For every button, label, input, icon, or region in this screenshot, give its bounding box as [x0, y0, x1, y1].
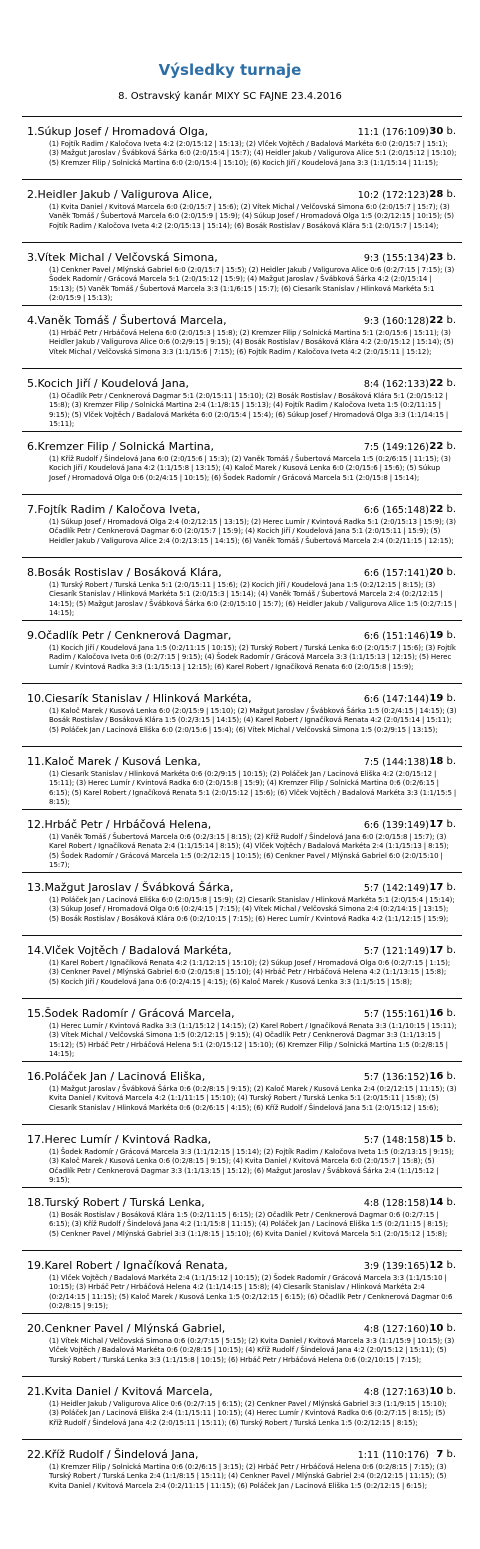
team-name: Očadlík Petr / Cenknerová Dagmar,	[37, 629, 232, 642]
points-value: 19	[429, 693, 444, 704]
team-line	[27, 439, 214, 454]
score-summary: 6:6 (139:149)	[363, 820, 429, 831]
team-line	[27, 1006, 235, 1021]
score-summary: 5:7 (155:161)	[363, 1009, 429, 1020]
points-total	[429, 314, 456, 328]
points-total	[429, 818, 456, 832]
points-total	[429, 944, 456, 958]
team-line	[27, 943, 232, 958]
rank: 12.	[27, 818, 45, 831]
result-entry	[22, 1124, 462, 1187]
points-unit: b.	[446, 1386, 456, 1397]
result-entry	[22, 1313, 462, 1376]
result-entry-header	[22, 187, 462, 203]
points-value: 22	[429, 441, 444, 452]
score-summary: 11:1 (176:109)	[357, 127, 429, 138]
tournament-subtitle: 8. Ostravský kanár MIXY SC FAJNE 23.4.2016	[118, 91, 342, 102]
points-unit: b.	[446, 630, 456, 641]
team-line	[27, 124, 208, 139]
rank: 10.	[27, 692, 45, 705]
match-details: (1) Kvita Daniel / Kvitová Marcela 6:0 (2:0/15:7 | 15:6); (2) Vítek Michal / Velčovská Simona 6:0 (2:0/15:7 | 15:7); (3) Vaněk Tomáš / Šubertová Marcela 6:0 (2:0/15:9 | 15:9); (4) Súkup Josef / Hromadová Olga 1:5 (0:2/12:15 | 10:15); (5) Fojtík Radim / Kaločova Iveta 4:2 (2:0/15:13 | 15:14); (6) Bosák Rostislav / Bosáková Klára 5:1 (2:0/15:7 | 15:14);	[49, 203, 454, 230]
points-unit: b.	[446, 567, 456, 578]
rank: 16.	[27, 1070, 45, 1083]
points-value: 14	[429, 1197, 444, 1208]
match-details: (1) Kaloč Marek / Kusová Lenka 6:0 (2:0/15:9 | 15:10); (2) Mažgut Jaroslav / Švábková Šárka 1:5 (0:2/4:15 | 14:15); (3) Bosák Rostislav / Bosáková Klára 1:5 (0:2/3:15 | 14:15); (4) Karel Robert / Ignačíková Renata 4:2 (2:0/15:14 | 15:11); (5) Poláček Jan / Lacinová Eliška 6:0 (2:0/15:6 | 15:4); (6) Vítek Michal / Velčovská Simona 1:5 (0:2/9:15 | 13:15);	[49, 707, 457, 734]
score-summary: 6:6 (151:146)	[363, 631, 429, 642]
points-unit: b.	[446, 315, 456, 326]
score-summary: 4:8 (128:158)	[363, 1198, 429, 1209]
team-name: Kaloč Marek / Kusová Lenka,	[44, 755, 201, 768]
team-name: Kocich Jiří / Koudelová Jana,	[37, 377, 189, 390]
team-name: Vítek Michal / Velčovská Simona,	[37, 251, 218, 264]
result-entry-header	[22, 439, 462, 455]
result-entry-header	[22, 880, 462, 896]
points-unit: b.	[446, 1134, 456, 1145]
points-unit: b.	[446, 126, 456, 137]
points-value: 10	[429, 1323, 444, 1334]
points-unit: b.	[446, 1071, 456, 1082]
team-line	[27, 313, 227, 328]
result-entry-header	[22, 1132, 462, 1148]
points-unit: b.	[446, 441, 456, 452]
team-line	[27, 1069, 205, 1084]
team-name: Hrbáč Petr / Hrbáčová Helena,	[44, 818, 212, 831]
points-total	[429, 188, 456, 202]
points-value: 22	[429, 504, 444, 515]
team-line	[27, 754, 201, 769]
points-unit: b.	[446, 1197, 456, 1208]
team-name: Vlček Vojtěch / Badalová Markéta,	[44, 944, 232, 957]
result-entry	[22, 1250, 462, 1313]
result-entry	[22, 557, 462, 620]
points-unit: b.	[446, 693, 456, 704]
result-entry	[22, 368, 462, 431]
result-entry-header	[22, 1006, 462, 1022]
rank: 1.	[27, 125, 38, 138]
team-line	[27, 1447, 199, 1462]
points-value: 28	[429, 189, 444, 200]
points-total	[429, 1070, 456, 1084]
result-entry-header	[22, 1069, 462, 1085]
result-entry-header	[22, 565, 462, 581]
result-entry	[22, 998, 462, 1061]
match-details: (1) Poláček Jan / Lacinová Eliška 6:0 (2:0/15:8 | 15:9); (2) Ciesarík Stanislav / Hlinková Markéta 5:1 (2:0/15:4 | 15:14); (3) Súkup Josef / Hromadová Olga 0:6 (0:2/4:15 | 7:15); (4) Vítek Michal / Velčovská Simona 2:4 (0:2/14:15 | 13:15); (5) Bosák Rostislav / Bosáková Klára 0:6 (0:2/10:15 | 7:15); (6) Herec Lumír / Kvintová Radka 4:2 (1:1/12:15 | 15:9);	[49, 896, 455, 923]
result-entry-header	[22, 502, 462, 518]
result-entry	[22, 620, 462, 683]
points-total	[429, 503, 456, 517]
team-line	[27, 880, 233, 895]
match-details: (1) Turský Robert / Turská Lenka 5:1 (2:0/15:11 | 15:6); (2) Kocich Jiří / Koudelová Jana 1:5 (0:2/12:15 | 8:15); (3) Ciesarík Stanislav / Hlinková Markéta 5:1 (2:0/15:3 | 15:14); (4) Vaněk Tomáš / Šubertová Marcela 2:4 (0:2/12:15 | 14:15); (5) Mažgut Jaroslav / Švábková Šárka 6:0 (2:0/15:10 | 15:7); (6) Heidler Jakub / Valigurova Alice 1:5 (0:2/7:15 | 14:15);	[49, 581, 457, 618]
rank: 17.	[27, 1133, 45, 1146]
match-details: (1) Bosák Rostislav / Bosáková Klára 1:5 (0:2/11:15 | 6:15); (2) Očadlík Petr / Cenknerová Dagmar 0:6 (0:2/7:15 | 6:15); (3) Kříž Rudolf / Šindelová Jana 4:2 (1:1/15:8 | 11:15); (4) Poláček Jan / Lacinová Eliška 1:5 (0:2/11:15 | 8:15); (5) Cenkner Pavel / Mlýnská Gabriel 3:3 (1:1/8:15 | 15:10); (6) Kvita Daniel / Kvitová Marcela 5:1 (2:0/15:12 | 15:8);	[49, 1211, 449, 1238]
result-entry	[22, 494, 462, 557]
points-total	[429, 1133, 456, 1147]
team-line	[27, 565, 222, 580]
team-name: Kvita Daniel / Kvitová Marcela,	[44, 1385, 213, 1398]
points-value: 17	[429, 945, 444, 956]
points-total	[429, 692, 456, 706]
team-name: Ciesarík Stanislav / Hlinková Markéta,	[44, 692, 252, 705]
points-value: 17	[429, 882, 444, 893]
result-entry-header	[22, 628, 462, 644]
result-entry	[22, 872, 462, 935]
team-name: Bosák Rostislav / Bosáková Klára,	[37, 566, 222, 579]
score-summary: 3:9 (139:165)	[363, 1261, 429, 1272]
rank: 14.	[27, 944, 45, 957]
result-entry-header	[22, 313, 462, 329]
points-unit: b.	[446, 252, 456, 263]
team-name: Kříž Rudolf / Šindelová Jana,	[44, 1448, 199, 1461]
page-title: Výsledky turnaje	[158, 61, 302, 79]
match-details: (1) Kocich Jiří / Koudelová Jana 1:5 (0:2/11:15 | 10:15); (2) Turský Robert / Turská Lenka 6:0 (2:0/15:7 | 15:6); (3) Fojtík Radim / Kaločova Iveta 0:6 (0:2/7:15 | 9:15); (4) Šodek Radomír / Grácová Marcela 3:3 (1:1/15:13 | 12:15); (5) Herec Lumír / Kvintová Radka 3:3 (1:1/15:13 | 12:15); (6) Karel Robert / Ignačíková Renata 6:0 (2:0/15:8 | 15:9);	[49, 644, 456, 671]
points-unit: b.	[446, 756, 456, 767]
points-value: 22	[429, 378, 444, 389]
match-details: (1) Fojtík Radim / Kaločova Iveta 4:2 (2:0/15:12 | 15:13); (2) Vlček Vojtěch / Badalová Markéta 6:0 (2:0/15:7 | 15:1); (3) Mažgut Jaroslav / Švábková Šárka 6:0 (2:0/15:4 | 15:7); (4) Heidler Jakub / Valigurova Alice 5:1 (2:0/15:12 | 15:10); (5) Kremzer Filip / Solnická Martina 6:0 (2:0/15:4 | 15:10); (6) Kocich Jiří / Koudelová Jana 3:3 (1:1/15:14 | 11:15);	[49, 140, 457, 167]
results-list	[22, 116, 462, 1502]
result-entry	[22, 179, 462, 242]
result-entry-header	[22, 1321, 462, 1337]
match-details: (1) Vlček Vojtěch / Badalová Markéta 2:4 (1:1/15:12 | 10:15); (2) Šodek Radomír / Grácová Marcela 3:3 (1:1/15:10 | 10:15); (3) Hrbáč Petr / Hrbáčová Helena 4:2 (1:1/14:15 | 15:8); (4) Ciesarík Stanislav / Hlinková Markéta 2:4 (0:2/14:15 | 11:15); (5) Kaloč Marek / Kusová Lenka 1:5 (0:2/12:15 | 6:15); (6) Očadlík Petr / Cenknerová Dagmar 0:6 (0:2/8:15 | 9:15);	[49, 1274, 453, 1311]
team-line	[27, 691, 252, 706]
rank: 18.	[27, 1196, 45, 1209]
points-value: 30	[429, 126, 444, 137]
rank: 9.	[27, 629, 38, 642]
rank: 20.	[27, 1322, 45, 1335]
result-entry	[22, 746, 462, 809]
points-value: 18	[429, 756, 444, 767]
team-name: Súkup Josef / Hromadová Olga,	[37, 125, 209, 138]
team-line	[27, 376, 189, 391]
team-line	[27, 187, 212, 202]
points-total	[429, 755, 456, 769]
match-details: (1) Vítek Michal / Velčovská Simona 0:6 (0:2/7:15 | 5:15); (2) Kvita Daniel / Kvitová Marcela 3:3 (1:1/15:9 | 10:15); (3) Vlček Vojtěch / Badalová Markéta 0:6 (0:2/8:15 | 10:15); (4) Kříž Rudolf / Šindelová Jana 4:2 (2:0/15:12 | 15:11); (5) Turský Robert / Turská Lenka 3:3 (1:1/15:8 | 10:15); (6) Hrbáč Petr / Hrbáčová Helena 0:6 (0:2/10:15 | 7:15);	[49, 1337, 455, 1364]
match-details: (1) Očadlík Petr / Cenknerová Dagmar 5:1 (2:0/15:11 | 15:10); (2) Bosák Rostislav / Bosáková Klára 5:1 (2:0/15:12 | 15:8); (3) Kremzer Filip / Solnická Martina 2:4 (1:1/8:15 | 15:13); (4) Fojtík Radim / Kaločova Iveta 1:5 (0:2/11:15 | 9:15); (5) Vlček Vojtěch / Badalová Markéta 6:0 (2:0/15:4 | 15:4); (6) Súkup Josef / Hromadová Olga 3:3 (1:1/14:15 | 15:11);	[49, 392, 449, 429]
rank: 19.	[27, 1259, 45, 1272]
points-total	[429, 1259, 456, 1273]
result-entry-header	[22, 124, 462, 140]
rank: 6.	[27, 440, 38, 453]
score-summary: 4:8 (127:163)	[363, 1387, 429, 1398]
result-entry-header	[22, 1447, 462, 1463]
rank: 2.	[27, 188, 38, 201]
team-name: Fojtík Radim / Kaločova Iveta,	[37, 503, 201, 516]
points-total	[429, 566, 456, 580]
score-summary: 7:5 (144:138)	[363, 757, 429, 768]
rank: 22.	[27, 1448, 45, 1461]
score-summary: 6:6 (165:148)	[363, 505, 429, 516]
points-unit: b.	[446, 819, 456, 830]
points-unit: b.	[446, 1260, 456, 1271]
team-name: Karel Robert / Ignačíková Renata,	[44, 1259, 228, 1272]
rank: 5.	[27, 377, 38, 390]
team-name: Poláček Jan / Lacinová Eliška,	[44, 1070, 206, 1083]
result-entry	[22, 1187, 462, 1250]
result-entry-header	[22, 1258, 462, 1274]
points-total	[429, 1385, 456, 1399]
result-entry	[22, 809, 462, 872]
rank: 11.	[27, 755, 45, 768]
result-entry	[22, 1376, 462, 1439]
points-total	[429, 1322, 456, 1336]
team-name: Šodek Radomír / Grácová Marcela,	[44, 1007, 235, 1020]
match-details: (1) Vaněk Tomáš / Šubertová Marcela 0:6 (0:2/3:15 | 8:15); (2) Kříž Rudolf / Šindelová Jana 6:0 (2:0/15:8 | 15:7); (3) Karel Robert / Ignačíková Renata 2:4 (1:1/15:14 | 8:15); (4) Vlček Vojtěch / Badalová Markéta 2:4 (1:1/15:13 | 8:15); (5) Šodek Radomír / Grácová Marcela 1:5 (0:2/12:15 | 10:15); (6) Cenkner Pavel / Mlýnská Gabriel 6:0 (2:0/15:10 | 15:7);	[49, 833, 449, 870]
points-unit: b.	[446, 189, 456, 200]
team-name: Turský Robert / Turská Lenka,	[44, 1196, 205, 1209]
match-details: (1) Cenkner Pavel / Mlýnská Gabriel 6:0 (2:0/15:7 | 15:5); (2) Heidler Jakub / Valigurova Alice 0:6 (0:2/7:15 | 7:15); (3) Šodek Radomír / Grácová Marcela 5:1 (2:0/15:12 | 15:9); (4) Mažgut Jaroslav / Švábková Šárka 4:2 (2:0/15:14 | 15:13); (5) Vaněk Tomáš / Šubertová Marcela 3:3 (1:1/6:15 | 15:7); (6) Ciesarík Stanislav / Hlinková Markéta 5:1 (2:0/15:9 | 15:13);	[49, 266, 455, 303]
result-entry	[22, 1061, 462, 1124]
rank: 8.	[27, 566, 38, 579]
points-value: 12	[429, 1260, 444, 1271]
points-unit: b.	[446, 882, 456, 893]
match-details: (1) Súkup Josef / Hromadová Olga 2:4 (0:2/12:15 | 13:15); (2) Herec Lumír / Kvintová Radka 5:1 (2:0/15:13 | 15:9); (3) Očadlík Petr / Cenknerová Dagmar 6:0 (2:0/15:7 | 15:9); (4) Kocich Jiří / Koudelová Jana 5:1 (2:0/15:11 | 15:9); (5) Heidler Jakub / Valigurova Alice 2:4 (0:2/13:15 | 14:15); (6) Vaněk Tomáš / Šubertová Marcela 2:4 (0:2/11:15 | 12:15);	[49, 518, 456, 545]
team-line	[27, 1195, 205, 1210]
points-total	[429, 251, 456, 265]
team-line	[27, 628, 231, 643]
score-summary: 6:6 (157:141)	[363, 568, 429, 579]
result-entry	[22, 935, 462, 998]
team-line	[27, 1132, 211, 1147]
result-entry-header	[22, 817, 462, 833]
score-summary: 6:6 (147:144)	[363, 694, 429, 705]
score-summary: 5:7 (121:149)	[363, 946, 429, 957]
match-details: (1) Kremzer Filip / Solnická Martina 0:6 (0:2/6:15 | 3:15); (2) Hrbáč Petr / Hrbáčová Helena 0:6 (0:2/8:15 | 7:15); (3) Turský Robert / Turská Lenka 2:4 (1:1/8:15 | 15:11); (4) Cenkner Pavel / Mlýnská Gabriel 2:4 (0:2/12:15 | 11:15); (5) Kvita Daniel / Kvitová Marcela 2:4 (0:2/11:15 | 11:15); (6) Poláček Jan / Lacinová Eliška 1:5 (0:2/12:15 | 6:15);	[49, 1463, 447, 1490]
team-name: Heidler Jakub / Valigurova Alice,	[37, 188, 213, 201]
score-summary: 4:8 (127:160)	[363, 1324, 429, 1335]
match-details: (1) Hrbáč Petr / Hrbáčová Helena 6:0 (2:0/15:3 | 15:8); (2) Kremzer Filip / Solnická Martina 5:1 (2:0/15:6 | 15:11); (3) Heidler Jakub / Valigurova Alice 0:6 (0:2/9:15 | 9:15); (4) Bosák Rostislav / Bosáková Klára 4:2 (2:0/15:12 | 15:14); (5) Vítek Michal / Velčovská Simona 3:3 (1:1/15:6 | 7:15); (6) Fojtík Radim / Kaločova Iveta 4:2 (2:0/15:11 | 15:12);	[49, 329, 454, 356]
points-total	[429, 881, 456, 895]
team-line	[27, 1384, 213, 1399]
score-summary: 5:7 (142:149)	[363, 883, 429, 894]
points-value: 15	[429, 1134, 444, 1145]
points-value: 23	[429, 252, 444, 263]
result-entry-header	[22, 376, 462, 392]
rank: 7.	[27, 503, 38, 516]
match-details: (1) Kříž Rudolf / Šindelová Jana 6:0 (2:0/15:6 | 15:3); (2) Vaněk Tomáš / Šubertová Marcela 1:5 (0:2/6:15 | 11:15); (3) Kocich Jiří / Koudelová Jana 4:2 (1:1/15:8 | 13:15); (4) Kaloč Marek / Kusová Lenka 6:0 (2:0/15:6 | 15:6); (5) Súkup Josef / Hromadová Olga 0:6 (0:2/4:15 | 10:15); (6) Šodek Radomír / Grácová Marcela 5:1 (2:0/15:8 | 15:14);	[49, 455, 451, 482]
team-line	[27, 250, 218, 265]
points-total	[429, 629, 456, 643]
score-summary: 5:7 (148:158)	[363, 1135, 429, 1146]
points-unit: b.	[446, 378, 456, 389]
points-total	[429, 440, 456, 454]
result-entry-header	[22, 754, 462, 770]
points-total	[429, 1196, 456, 1210]
points-value: 19	[429, 630, 444, 641]
match-details: (1) Karel Robert / Ignačíková Renata 4:2 (1:1/12:15 | 15:10); (2) Súkup Josef / Hromadová Olga 0:6 (0:2/7:15 | 1:15); (3) Cenkner Pavel / Mlýnská Gabriel 6:0 (2:0/15:8 | 15:10); (4) Hrbáč Petr / Hrbáčová Helena 4:2 (1:1/13:15 | 15:8); (5) Kocich Jiří / Koudelová Jana 0:6 (0:2/4:15 | 4:15); (6) Kaloč Marek / Kusová Lenka 3:3 (1:1/5:15 | 15:8);	[49, 959, 451, 986]
result-entry	[22, 431, 462, 494]
points-value: 10	[429, 1386, 444, 1397]
points-value: 16	[429, 1071, 444, 1082]
rank: 13.	[27, 881, 45, 894]
result-entry-header	[22, 1195, 462, 1211]
match-details: (1) Heidler Jakub / Valigurova Alice 0:6 (0:2/7:15 | 6:15); (2) Cenkner Pavel / Mlýnská Gabriel 3:3 (1:1/9:15 | 15:10); (3) Poláček Jan / Lacinová Eliška 2:4 (1:1/15:11 | 10:15); (4) Herec Lumír / Kvintová Radka 0:6 (0:2/7:15 | 8:15); (5) Kříž Rudolf / Šindelová Jana 4:2 (2:0/15:11 | 15:11); (6) Turský Robert / Turská Lenka 1:5 (0:2/12:15 | 8:15);	[49, 1400, 447, 1427]
result-entry	[22, 305, 462, 368]
result-entry-header	[22, 250, 462, 266]
team-line	[27, 1321, 225, 1336]
points-value: 16	[429, 1008, 444, 1019]
points-total	[429, 1007, 456, 1021]
score-summary: 7:5 (149:126)	[363, 442, 429, 453]
points-total	[429, 377, 456, 391]
points-unit: b.	[446, 1323, 456, 1334]
match-details: (1) Herec Lumír / Kvintová Radka 3:3 (1:1/15:12 | 14:15); (2) Karel Robert / Ignačíková Renata 3:3 (1:1/10:15 | 15:11); (3) Vítek Michal / Velčovská Simona 1:5 (0:2/12:15 | 9:15); (4) Očadlík Petr / Cenknerová Dagmar 3:3 (1:1/13:15 | 15:12); (5) Hrbáč Petr / Hrbáčová Helena 5:1 (2:0/15:12 | 15:10); (6) Kremzer Filip / Solnická Martina 1:5 (0:2/8:15 | 14:15);	[49, 1022, 457, 1059]
team-line	[27, 1258, 228, 1273]
rank: 15.	[27, 1007, 45, 1020]
score-summary: 8:4 (162:133)	[363, 379, 429, 390]
result-entry	[22, 1439, 462, 1502]
team-name: Cenkner Pavel / Mlýnská Gabriel,	[44, 1322, 226, 1335]
team-line	[27, 502, 200, 517]
match-details: (1) Mažgut Jaroslav / Švábková Šárka 0:6 (0:2/8:15 | 9:15); (2) Kaloč Marek / Kusová Lenka 2:4 (0:2/12:15 | 11:15); (3) Kvita Daniel / Kvitová Marcela 4:2 (1:1/11:15 | 15:10); (4) Turský Robert / Turská Lenka 5:1 (2:0/15:11 | 15:8); (5) Ciesarík Stanislav / Hlinková Markéta 0:6 (0:2/6:15 | 4:15); (6) Kříž Rudolf / Šindelová Jana 5:1 (2:0/15:12 | 15:6);	[49, 1085, 457, 1112]
score-summary: 9:3 (155:134)	[363, 253, 429, 264]
result-entry-header	[22, 691, 462, 707]
result-entry	[22, 683, 462, 746]
team-name: Kremzer Filip / Solnická Martina,	[37, 440, 215, 453]
points-unit: b.	[446, 1449, 456, 1460]
team-name: Herec Lumír / Kvintová Radka,	[44, 1133, 212, 1146]
match-details: (1) Ciesarík Stanislav / Hlinková Markéta 0:6 (0:2/9:15 | 10:15); (2) Poláček Jan / Lacinová Eliška 4:2 (2:0/15:12 | 15:11); (3) Herec Lumír / Kvintová Radka 6:0 (2:0/15:8 | 15:9); (4) Kremzer Filip / Solnická Martina 0:6 (0:2/6:15 | 6:15); (5) Karel Robert / Ignačíková Renata 5:1 (2:0/15:12 | 15:6); (6) Vlček Vojtěch / Badalová Markéta 3:3 (1:1/15:5 | 8:15);	[49, 770, 457, 807]
result-entry	[22, 116, 462, 179]
points-unit: b.	[446, 504, 456, 515]
result-entry-header	[22, 1384, 462, 1400]
result-entry	[22, 242, 462, 305]
match-details: (1) Šodek Radomír / Grácová Marcela 3:3 (1:1/12:15 | 15:14); (2) Fojtík Radim / Kaločova Iveta 1:5 (0:2/13:15 | 9:15); (3) Kaloč Marek / Kusová Lenka 0:6 (0:2/8:15 | 9:15); (4) Kvita Daniel / Kvitová Marcela 6:0 (2:0/15:7 | 15:8); (5) Očadlík Petr / Cenknerová Dagmar 3:3 (1:1/13:15 | 15:12); (6) Mažgut Jaroslav / Švábková Šárka 2:4 (1:1/15:12 | 9:15);	[49, 1148, 455, 1185]
points-value: 17	[429, 819, 444, 830]
points-total	[429, 125, 456, 139]
points-unit: b.	[446, 1008, 456, 1019]
rank: 4.	[27, 314, 38, 327]
points-value: 7	[436, 1449, 444, 1460]
team-line	[27, 817, 211, 832]
points-value: 20	[429, 567, 444, 578]
points-total	[436, 1448, 456, 1462]
score-summary: 1:11 (110:176)	[357, 1450, 429, 1461]
result-entry-header	[22, 943, 462, 959]
rank: 21.	[27, 1385, 45, 1398]
team-name: Mažgut Jaroslav / Švábková Šárka,	[44, 881, 234, 894]
points-value: 22	[429, 315, 444, 326]
team-name: Vaněk Tomáš / Šubertová Marcela,	[37, 314, 227, 327]
points-unit: b.	[446, 945, 456, 956]
score-summary: 9:3 (160:128)	[363, 316, 429, 327]
score-summary: 5:7 (136:152)	[363, 1072, 429, 1083]
rank: 3.	[27, 251, 38, 264]
score-summary: 10:2 (172:123)	[357, 190, 429, 201]
